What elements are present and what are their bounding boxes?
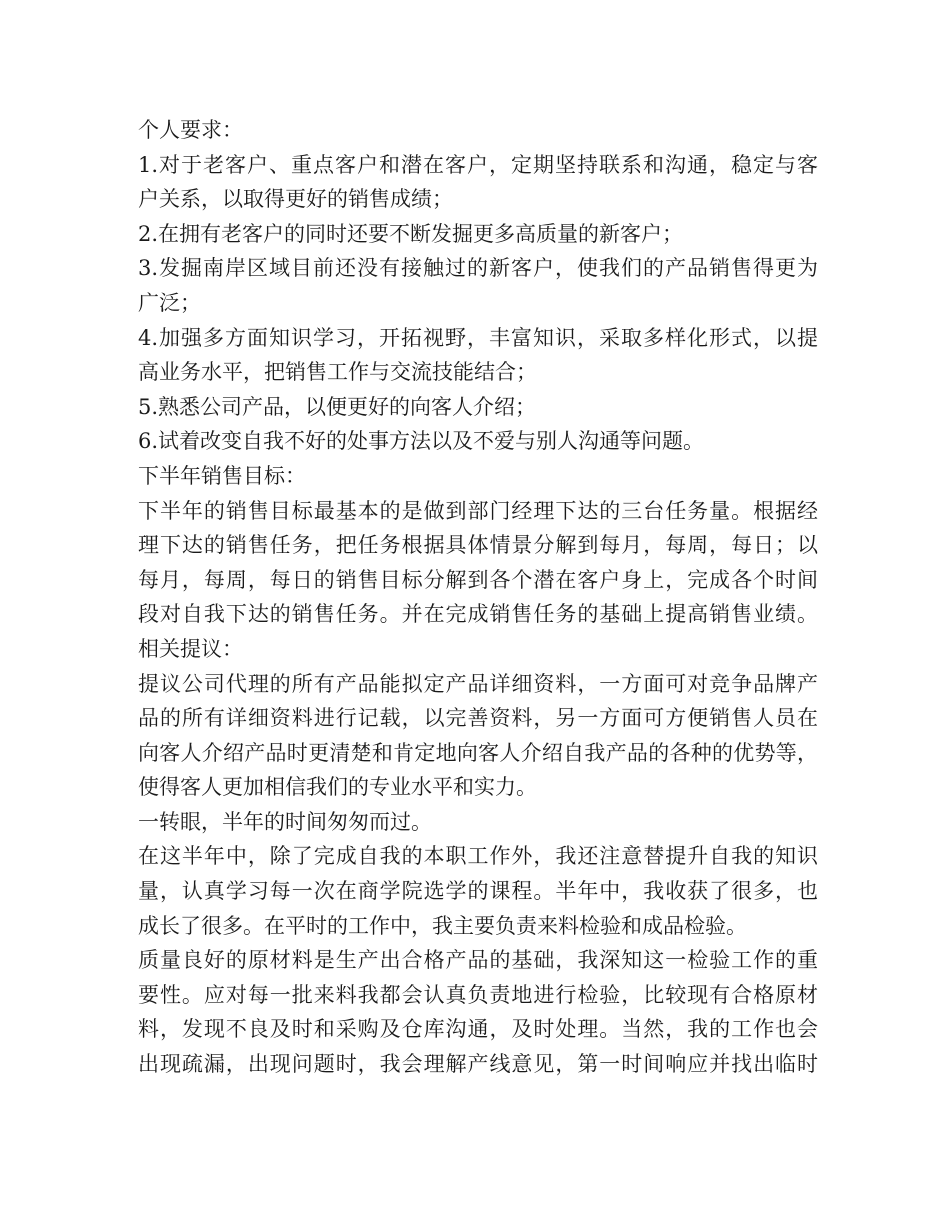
text-line: 高业务水平，把销售工作与交流技能结合；: [138, 360, 537, 385]
text-line: 品的所有详细资料进行记载，以完善资料，另一方面可方便销售人员在: [138, 706, 818, 731]
text-line: 理下达的销售任务，把任务根据具体情景分解到每月，每周，每日；以: [138, 533, 818, 558]
text-line: 2.在拥有老客户的同时还要不断发掘更多高质量的新客户；: [138, 221, 684, 246]
text-line: 相关提议：: [138, 636, 243, 661]
text-line: 使得客人更加相信我们的专业水平和实力。: [138, 775, 537, 800]
text-line: 每月，每周，每日的销售目标分解到各个潜在客户身上，完成各个时间: [138, 567, 818, 592]
text-line: 户关系，以取得更好的销售成绩；: [138, 187, 453, 212]
text-line: 一转眼，半年的时间匆匆而过。: [138, 809, 432, 834]
text-line: 广泛；: [138, 290, 201, 315]
text-line: 量，认真学习每一次在商学院选学的课程。半年中，我收获了很多，也: [138, 879, 818, 904]
text-line: 成长了很多。在平时的工作中，我主要负责来料检验和成品检验。: [138, 913, 747, 938]
text-line: 质量良好的原材料是生产出合格产品的基础，我深知这一检验工作的重: [138, 948, 818, 973]
text-line: 料，发现不良及时和采购及仓库沟通，及时处理。当然，我的工作也会: [138, 1017, 818, 1042]
document-body: [138, 113, 818, 1082]
text-line: 段对自我下达的销售任务。并在完成销售任务的基础上提高销售业绩。: [138, 602, 818, 627]
text-line: 4.加强多方面知识学习，开拓视野，丰富知识，采取多样化形式，以提: [138, 325, 818, 350]
text-line: 1.对于老客户、重点客户和潜在客户，定期坚持联系和沟通，稳定与客: [138, 152, 818, 177]
text-line: 6.试着改变自我不好的处事方法以及不爱与别人沟通等问题。: [138, 429, 705, 454]
text-line: 个人要求：: [138, 118, 243, 142]
text-line: 5.熟悉公司产品，以便更好的向客人介绍；: [138, 394, 537, 419]
text-line: 提议公司代理的所有产品能拟定产品详细资料，一方面可对竞争品牌产: [138, 671, 818, 696]
text-line: 下半年的销售目标最基本的是做到部门经理下达的三台任务量。根据经: [138, 498, 818, 523]
text-line: 出现疏漏，出现问题时，我会理解产线意见，第一时间响应并找出临时: [138, 1052, 818, 1077]
text-line: 3.发掘南岸区域目前还没有接触过的新客户，使我们的产品销售得更为: [138, 256, 818, 281]
text-line: 向客人介绍产品时更清楚和肯定地向客人介绍自我产品的各种的优势等，: [138, 740, 818, 765]
text-line: 要性。应对每一批来料我都会认真负责地进行检验，比较现有合格原材: [138, 982, 818, 1007]
text-line: 在这半年中，除了完成自我的本职工作外，我还注意替提升自我的知识: [138, 844, 818, 869]
text-line: 下半年销售目标：: [138, 463, 306, 488]
